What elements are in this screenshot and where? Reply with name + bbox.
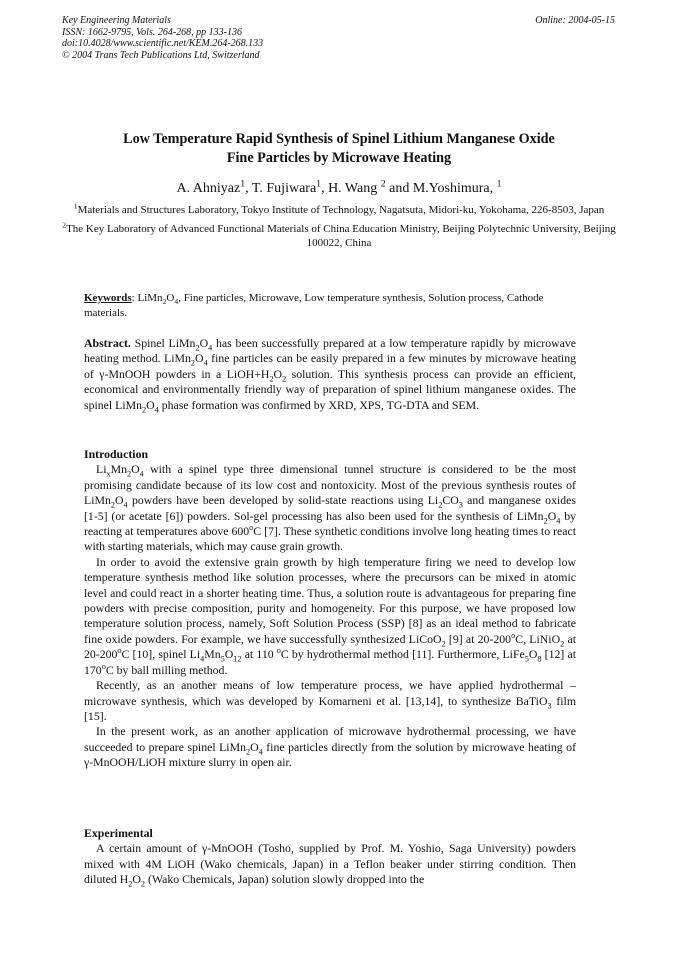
text: [9] at 20-200 (445, 631, 512, 646)
formula-part: O (250, 739, 259, 754)
formula-part: O (115, 493, 124, 508)
affil-mark: 1 (316, 178, 322, 190)
subscript: 2 (282, 374, 287, 384)
subscript: 4 (208, 343, 213, 353)
text: In the present work, as an another application of microwave hydrothermal processing, we have succeeded to prepare spinel LiMn (84, 724, 576, 754)
keywords: Keywords: $LiMn_2O_4$, Fine particles, Microwave, Low temperature synthesis, Solution process, Cathode materials. (84, 292, 544, 319)
subscript: 2 (245, 747, 251, 757)
author-name: H. Wang (328, 181, 378, 196)
abstract-text: fine particles can be easily prepared in a few minutes by microwave heating of γ-MnOOH powders in a LiOH+H (84, 351, 576, 381)
subscript: 2 (543, 515, 548, 525)
affiliation-2 (62, 219, 616, 251)
subscript: 4 (258, 747, 263, 757)
subscript: 2 (438, 500, 443, 510)
subscript: 2 (162, 297, 167, 307)
abstract-text: solution. This synthesis process can provide an efficient, economical and environmentally friendly way of preparation of spinel lithium manganese oxides. The spinel LiMn (84, 366, 576, 412)
subscript: 2 (110, 500, 115, 510)
formula-part: O (195, 351, 204, 366)
subscript: 2 (441, 639, 446, 649)
text: Mn (110, 462, 127, 477)
affiliation-1 (62, 203, 616, 218)
text: C, LiNiO (515, 631, 561, 646)
subscript: 4 (203, 358, 208, 368)
affil-mark: 1 (496, 178, 502, 190)
affil-mark: 1 (240, 178, 246, 190)
abstract-text: has been successfully prepared at a low temperature rapidly by microwave heating method. LiMn (84, 336, 577, 366)
text: Li (96, 462, 107, 477)
issn-line: ISSN: 1662-9795, Vols. 264-268, pp 133-136 (62, 26, 242, 38)
introduction-section (84, 447, 576, 771)
paragraph (84, 678, 576, 724)
text: O (528, 647, 538, 662)
text: In order to avoid the extensive grain growth by high temperature firing we need to develop low temperature synthesis method like solution processes, where the precursors can be mixed in atomic level and could react in a shorter heating time. Thus, a solution route is advantageous for preparing fine powders with precise composition, purity and homogeneity. For this purpose, we have proposed low temperature solution process, namely, Soft Solution Process (SSP) [8] as an ideal method to fabricate fine oxide powders. For example, we have successfully synthesized LiCoO (84, 554, 576, 646)
keywords-label: Keywords (84, 292, 132, 304)
text: with a spinel type three dimensional tunnel structure is considered to be the most promising candidate because of its low cost and nontoxicity. Most of the previous synthesis routes of LiMn (84, 462, 576, 508)
affiliation-text: Materials and Structures Laboratory, Tokyo Institute of Technology, Nagatsuta, Midori-ku, Yokohama, 226-8503, Japan (77, 204, 605, 216)
subscript: 4 (200, 654, 205, 664)
formula-part: O (132, 872, 141, 887)
text: A certain amount of γ-MnOOH (Tosho, supplied by Prof. M. Yoshio, Saga University) powders mixed with 4M LiOH (Wako chemicals, Japan) in a Teflon beaker under stirring condition. Then diluted H (84, 841, 576, 887)
subscript: 5 (524, 654, 529, 664)
subscript: 4 (174, 297, 179, 307)
superscript: o (511, 630, 516, 640)
subscript: 2 (127, 469, 132, 479)
text: at 110 (241, 647, 277, 662)
text: by reacting at temperatures above 600 (84, 508, 576, 539)
text: (Wako Chemicals, Japan) solution slowly dropped into the (145, 872, 425, 887)
subscript: 2 (190, 358, 196, 368)
text: C [10], spinel Li (121, 647, 201, 662)
keywords-text: , Fine particles, Microwave, Low temperature synthesis, Solution process, Cathode materials. (84, 292, 544, 319)
subscript: 4 (139, 469, 144, 479)
subscript: 2 (140, 879, 146, 889)
abstract (84, 336, 576, 413)
formula-part: CO (442, 493, 459, 508)
text: powders have been developed by solid-state reactions using Li (127, 493, 439, 508)
subscript: 2 (195, 343, 200, 353)
journal-name: Key Engineering Materials (62, 15, 171, 26)
text: at 20-200 (84, 631, 576, 662)
author-name: A. Ahniyaz (176, 181, 241, 196)
formula-part: O (166, 292, 175, 304)
affiliation-text: The Key Laboratory of Advanced Functional Materials of China Education Ministry, Beijing Polytechnic University, Beijing 100022, China (66, 222, 616, 249)
subscript: 3 (458, 500, 463, 510)
text: fine particles directly from the solution by microwave heating of γ-MnOOH/LiOH mixture slurry in open air. (84, 739, 577, 770)
formula-part: O (131, 462, 140, 477)
abstract-text: phase formation was confirmed by XRD, XPS, TG-DTA and SEM. (158, 397, 480, 412)
text: film [15]. (84, 693, 577, 723)
abstract-text: Spinel LiMn (130, 336, 196, 350)
abstract-label: Abstract. (84, 336, 131, 350)
paragraph (84, 555, 576, 678)
affiliations (62, 203, 616, 255)
text: O (224, 647, 234, 662)
text: and manganese oxides [1-5] (or acetate [6]) powders. Sol-gel processing has also been used for the synthesis of LiMn (84, 493, 576, 523)
subscript: 5 (220, 654, 225, 664)
subscript: 8 (537, 654, 542, 664)
formula-part: O (199, 336, 209, 350)
paragraph (84, 724, 576, 770)
text: C by ball milling method. (105, 662, 228, 677)
superscript: o (101, 661, 106, 671)
subscript: 2 (560, 639, 565, 649)
journal-header (62, 15, 263, 61)
text: [12] at 170 (84, 647, 576, 677)
text: Mn (204, 647, 221, 662)
title-line-1: Low Temperature Rapid Synthesis of Spinel Lithium Manganese Oxide (123, 131, 555, 147)
subscript: 12 (233, 654, 242, 664)
superscript: o (117, 646, 122, 656)
paragraph (84, 841, 576, 887)
formula-part: O (547, 508, 557, 523)
author-name: M.Yoshimura, (412, 181, 494, 196)
affil-mark: 2 (380, 178, 386, 190)
text: C [7]. These synthetic conditions involve long heating times to react with starting materials, which may cause grain growth. (84, 524, 576, 554)
affil-mark: 1 (73, 201, 78, 211)
title-line-2: Fine Particles by Microwave Heating (226, 150, 452, 166)
subscript: 2 (128, 879, 133, 889)
superscript: o (276, 646, 281, 656)
paragraph (84, 462, 576, 554)
subscript: 4 (123, 500, 128, 510)
paper-title (62, 130, 616, 168)
author-conjunction: and (389, 181, 410, 196)
subscript: 4 (556, 515, 561, 525)
text: Recently, as an another means of low temperature process, we have applied hydrothermal –microwave synthesis, which was developed by Komarneni et al. [13,14], to synthesize BaTiO (84, 678, 576, 708)
section-heading: Experimental (84, 826, 153, 840)
copyright-line: © 2004 Trans Tech Publications Ltd, Switzerland (62, 49, 260, 61)
author-name: T. Fujiwara (251, 181, 317, 196)
subscript: 2 (269, 374, 274, 384)
formula-part: O (146, 397, 155, 412)
formula-part: O (273, 366, 283, 381)
subscript: 4 (154, 404, 159, 414)
section-heading: Introduction (84, 447, 149, 461)
doi-line[interactable]: doi:10.4028/www.scientific.net/KEM.264-268.133 (62, 38, 264, 49)
subscript: 3 (547, 700, 552, 710)
author-list: A. Ahniyaz$^1$, T. Fujiwara$^1$, H. Wang $^2$ and M.Yoshimura, $^1$ (176, 178, 502, 196)
subscript: x (106, 469, 111, 479)
text: C by hydrothermal method [11]. Furthermore, LiFe (280, 647, 525, 662)
affil-mark: 2 (62, 219, 67, 229)
experimental-section (84, 826, 576, 888)
superscript: o (249, 523, 254, 533)
subscript: 2 (142, 404, 147, 414)
online-date: Online: 2004-05-15 (535, 15, 615, 26)
